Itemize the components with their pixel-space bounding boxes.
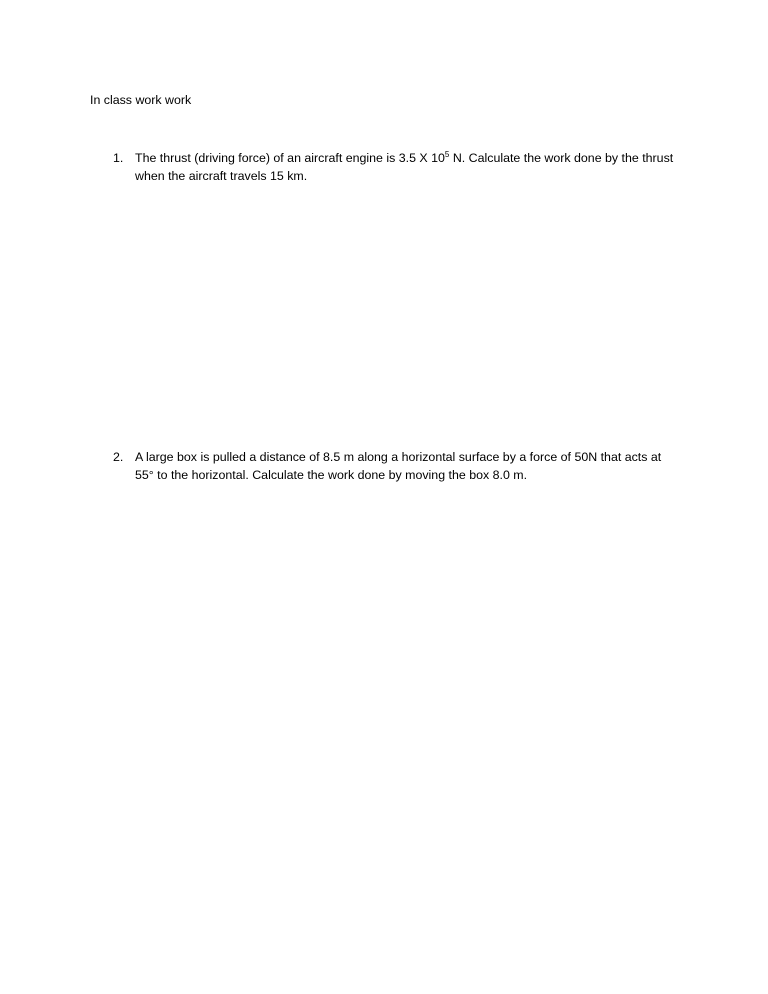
question-2 (113, 448, 683, 484)
exponent: 5 (444, 150, 450, 159)
question-number: 2. (113, 450, 124, 464)
question-text (135, 149, 683, 185)
question-text: A large box is pulled a distance of 8.5 m along a horizontal surface by a force of 50N that acts at 55° to the horizontal. Calculate the work done by moving the box 8.0 m. (135, 450, 662, 482)
question-text-part: The thrust (driving force) of an aircraft engine is 3.5 X 10 (135, 151, 445, 165)
worksheet-heading: In class work work (90, 93, 192, 107)
question-1 (113, 149, 683, 185)
question-number: 1. (113, 151, 124, 165)
question-text-part: N. Calculate the work done by the thrust when the aircraft travels 15 km. (135, 151, 674, 183)
